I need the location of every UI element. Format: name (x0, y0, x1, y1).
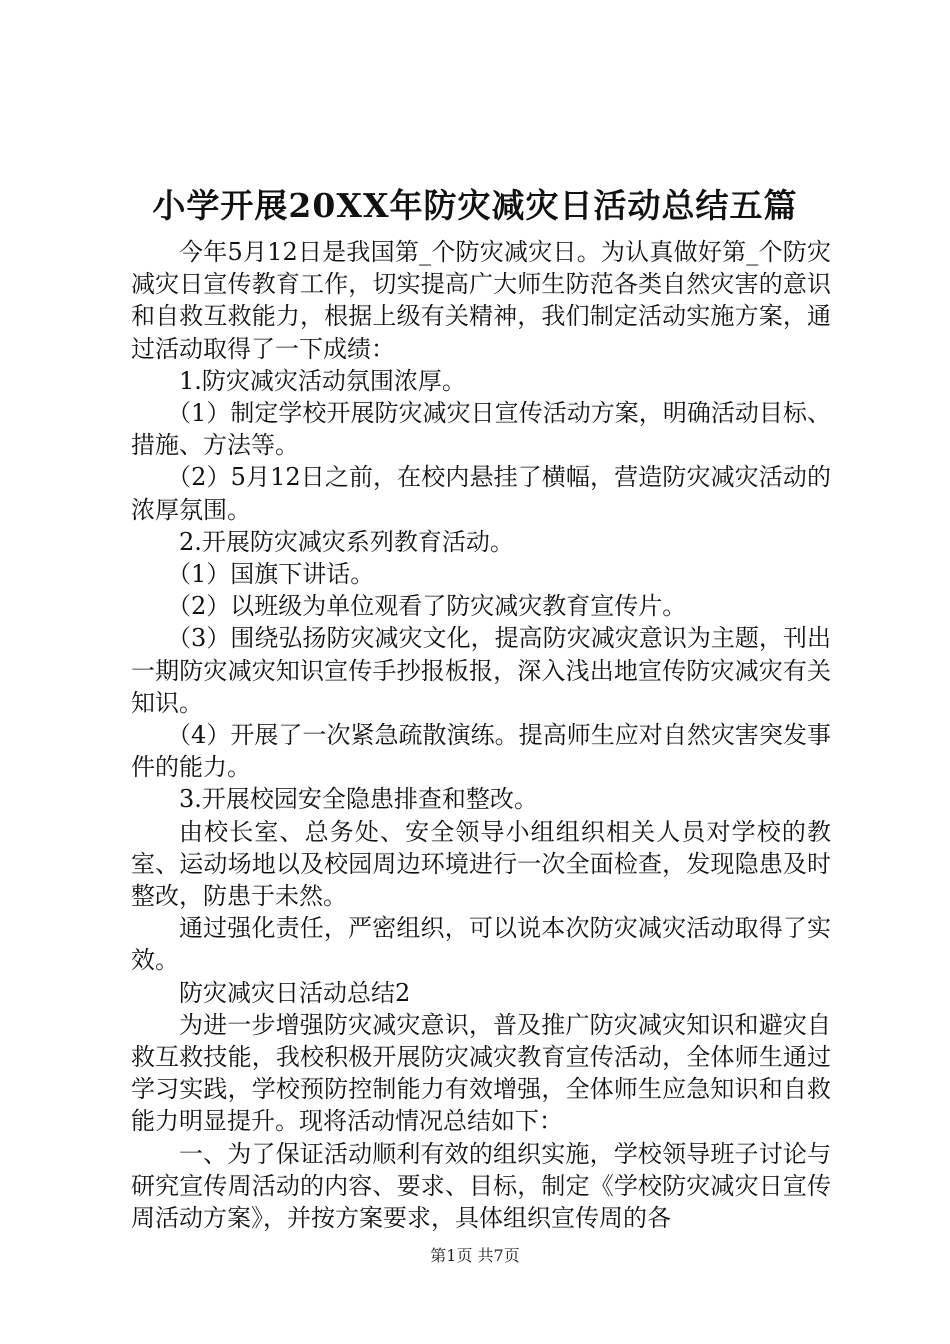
paragraph: （2）5月12日之前，在校内悬挂了横幅，营造防灾减灾活动的浓厚氛围。 (131, 463, 831, 524)
paragraph: （1）制定学校开展防灾减灾日宣传活动方案，明确活动目标、措施、方法等。 (131, 399, 831, 460)
paragraph: 由校长室、总务处、安全领导小组组织相关人员对学校的教室、运动场地以及校园周边环境进行一次全面检查，发现隐患及时整改，防患于未然。 (131, 817, 831, 911)
document-title: 小学开展20XX年防灾减灾日活动总结五篇 (152, 186, 798, 225)
paragraph: 为进一步增强防灾减灾意识，普及推广防灾减灾知识和避灾自救互救技能，我校积极开展防灾减灾教育宣传活动，全体师生通过学习实践，学校预防控制能力有效增强，全体师生应急知识和自救能力明显提升。现将活动情况总结如下： (131, 1010, 831, 1136)
page-number: 第1页 共7页 (430, 1246, 520, 1265)
paragraph: 3.开展校园安全隐患排查和整改。 (179, 785, 538, 814)
paragraph: 1.防灾减灾活动氛围浓厚。 (179, 366, 466, 395)
paragraph: 一、为了保证活动顺利有效的组织实施，学校领导班子讨论与研究宣传周活动的内容、要求、目标，制定《学校防灾减灾日宣传周活动方案》，并按方案要求，具体组织宣传周的各 (131, 1139, 831, 1233)
section-heading: 防灾减灾日活动总结2 (179, 978, 411, 1007)
paragraph: 2.开展防灾减灾系列教育活动。 (179, 527, 514, 556)
paragraph: （1）国旗下讲话。 (167, 560, 375, 589)
paragraph: （3）围绕弘扬防灾减灾文化，提高防灾减灾意识为主题，刊出一期防灾减灾知识宣传手抄报板报，深入浅出地宣传防灾减灾有关知识。 (131, 624, 831, 717)
paragraph: （2）以班级为单位观看了防灾减灾教育宣传片。 (167, 592, 687, 621)
paragraph: （4）开展了一次紧急疏散演练。提高师生应对自然灾害突发事件的能力。 (131, 721, 831, 782)
paragraph: 通过强化责任，严密组织，可以说本次防灾减灾活动取得了实效。 (131, 914, 831, 975)
paragraph: 今年5月12日是我国第_个防灾减灾日。为认真做好第_个防灾减灾日宣传教育工作，切实提高广大师生防范各类自然灾害的意识和自救互救能力，根据上级有关精神，我们制定活动实施方案，通过活动取得了一下成绩： (131, 238, 831, 363)
document-body (131, 236, 831, 1234)
